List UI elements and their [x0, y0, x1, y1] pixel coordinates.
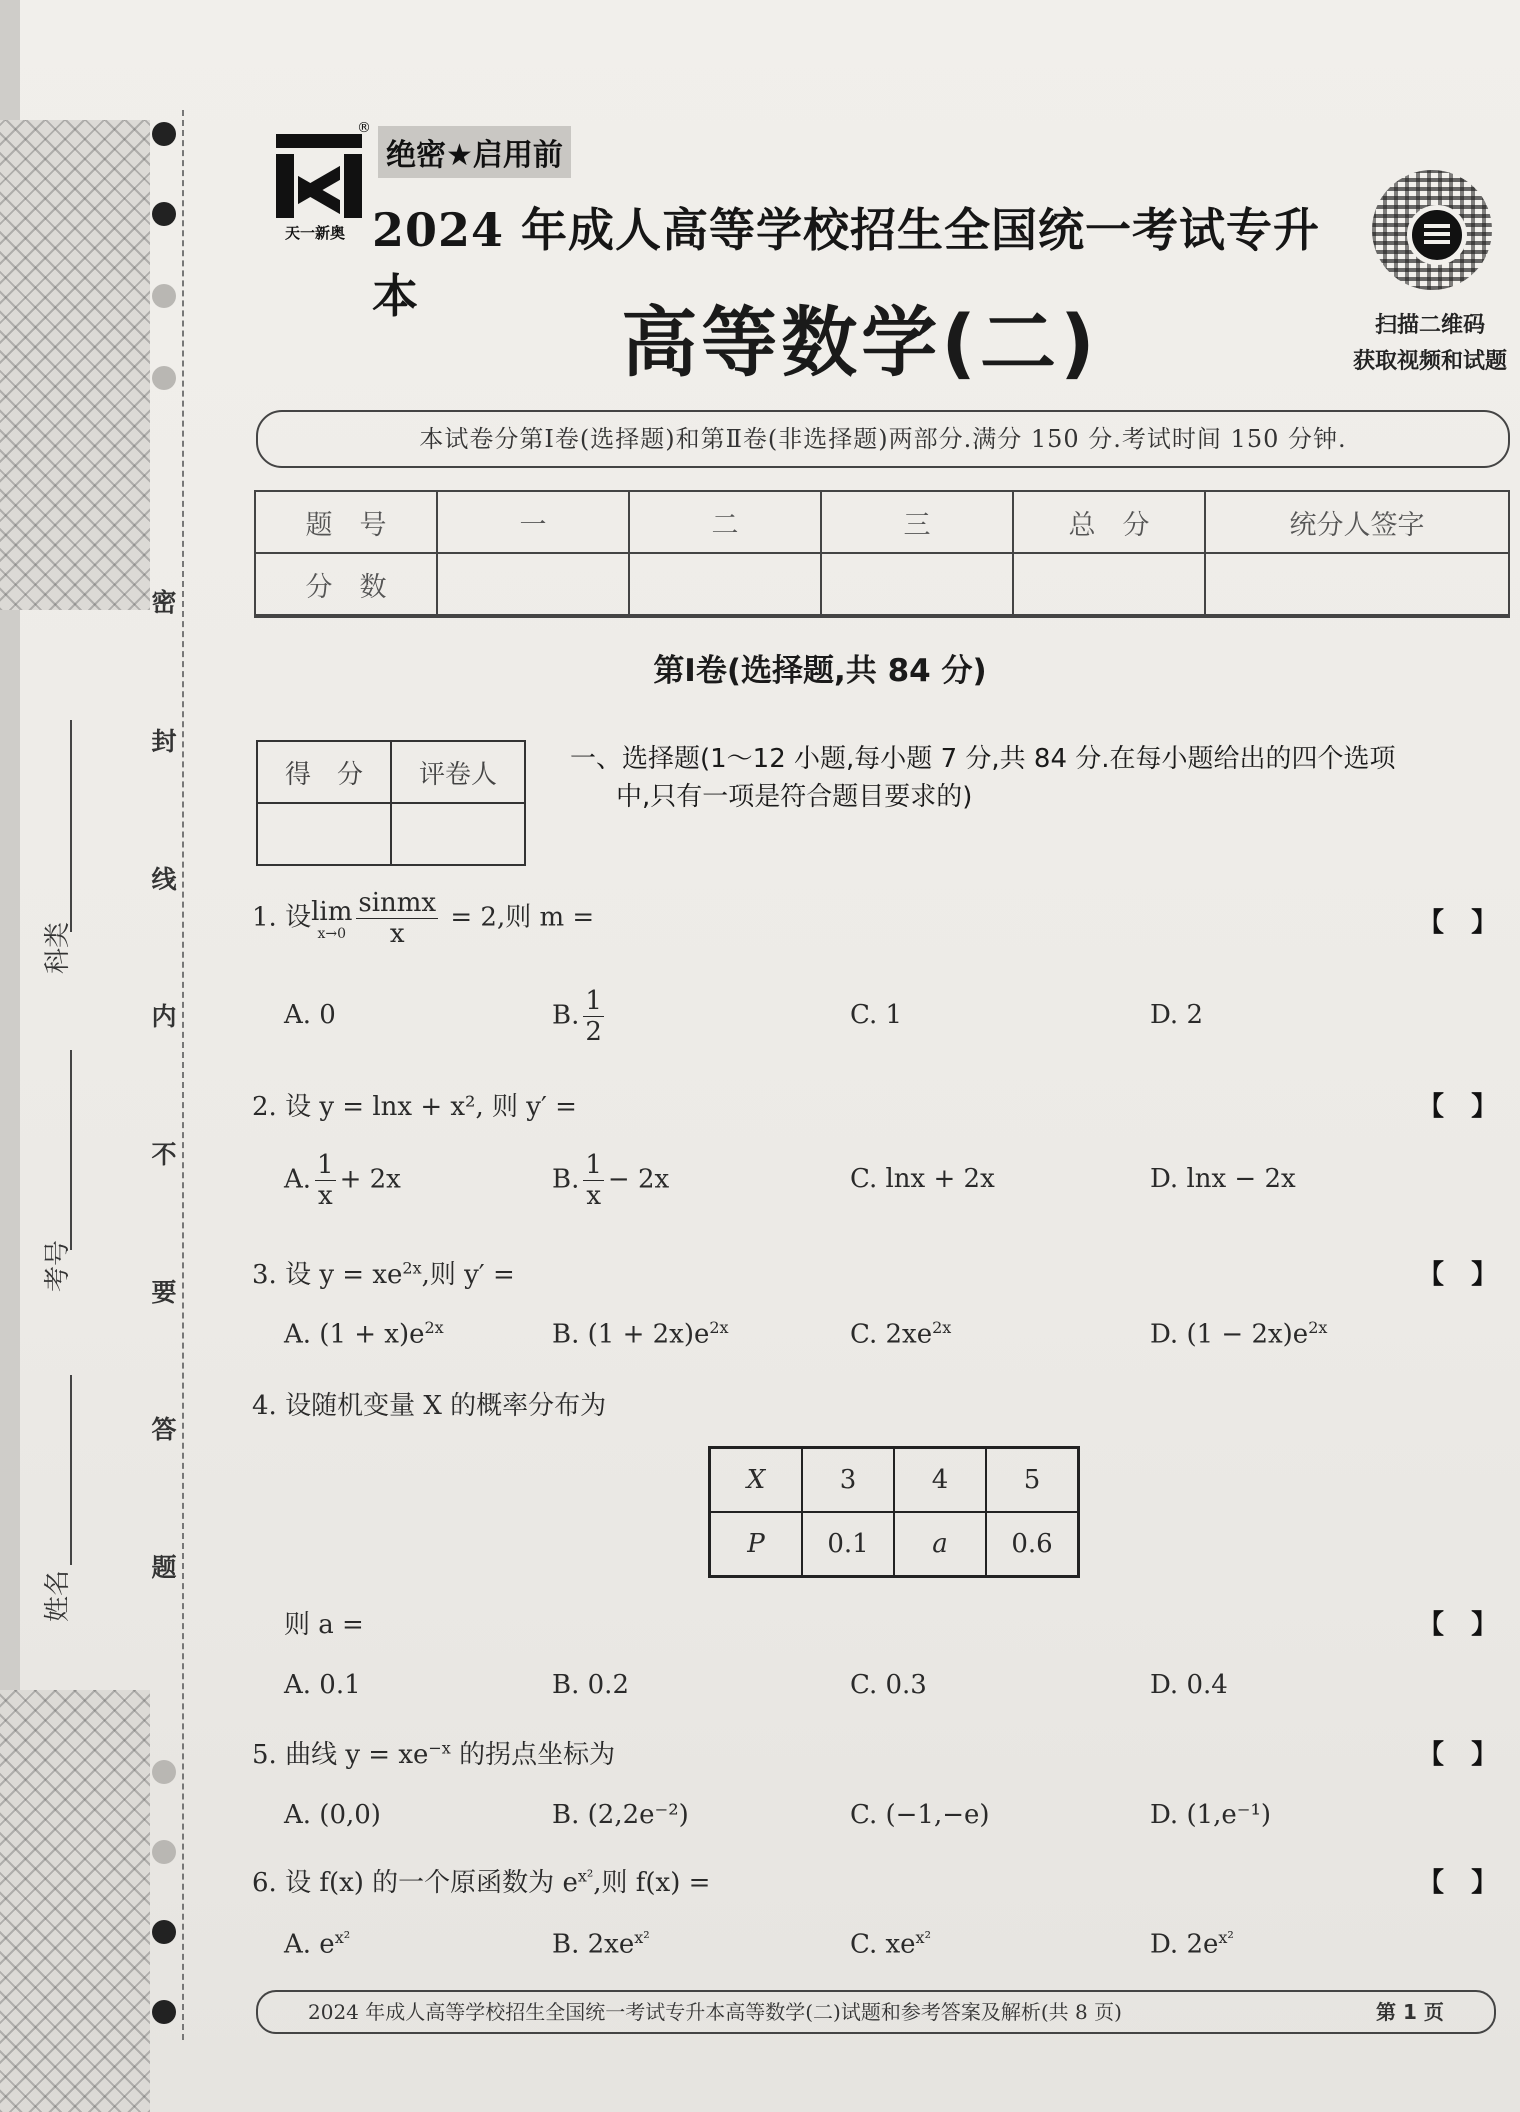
part-one-instructions — [570, 740, 1495, 816]
q2-b-fraction — [583, 1150, 604, 1211]
q4-option-a[interactable]: A. 0.1 — [284, 1670, 361, 1700]
score-cell[interactable] — [1205, 553, 1509, 616]
q2-option-d[interactable]: D. lnx − 2x — [1150, 1164, 1296, 1194]
fraction-numerator: 1 — [585, 986, 602, 1016]
q3-option-c[interactable] — [850, 1318, 951, 1350]
question-4: 4. 设随机变量 X 的概率分布为 — [252, 1391, 607, 1421]
exponent: x² — [915, 1928, 931, 1947]
footer-text: 2024 年成人高等学校招生全国统一考试专升本高等数学(二)试题和参考答案及解析(共 8 页) — [308, 2000, 1122, 2024]
answer-bracket[interactable]: 【 】 — [1418, 1260, 1498, 1290]
binding-hole — [152, 202, 176, 226]
fraction-denominator: x — [317, 1181, 333, 1211]
exam-intro: 本试卷分第Ⅰ卷(选择题)和第Ⅱ卷(非选择题)两部分.满分 150 分.考试时间 150 分钟. — [256, 410, 1510, 468]
binding-hole — [152, 1840, 176, 1864]
section-title: 第Ⅰ卷(选择题,共 84 分) — [653, 653, 987, 689]
score-header-cell: 三 — [821, 491, 1013, 553]
answer-bracket[interactable]: 【 】 — [1418, 1092, 1498, 1122]
exponent: 2x — [1308, 1318, 1328, 1337]
exponent: 2x — [402, 1258, 422, 1278]
dist-cell: 0.1 — [802, 1512, 894, 1577]
q3-option-a[interactable] — [284, 1318, 444, 1350]
q1-suffix: = 2,则 m = — [450, 902, 595, 933]
registered-mark: ® — [357, 120, 371, 136]
fraction-numerator: 1 — [317, 1150, 334, 1180]
question-1 — [252, 888, 594, 949]
seal-char: 不 — [151, 1140, 177, 1169]
q4-ask: 则 a = — [284, 1610, 364, 1640]
seal-char: 要 — [151, 1278, 177, 1307]
answer-bracket[interactable]: 【 】 — [1418, 1610, 1498, 1640]
q5-option-c[interactable]: C. (−1,−e) — [850, 1800, 990, 1830]
option-rest: − 2x — [607, 1164, 670, 1195]
grader-name-cell[interactable] — [391, 803, 525, 865]
q1-prefix: 1. 设 — [252, 902, 312, 933]
dist-header-cell: 4 — [894, 1448, 986, 1513]
seal-char: 线 — [151, 865, 177, 894]
field-label-subject: 科类 — [43, 922, 73, 975]
exponent: 2x — [932, 1318, 952, 1337]
grader-score-label: 得 分 — [257, 741, 391, 803]
option-rest: + 2x — [339, 1164, 401, 1195]
exam-title: 2024 年成人高等学校招生全国统一考试专升本 — [372, 203, 1321, 323]
dist-cell: 0.6 — [986, 1512, 1079, 1577]
q5-text: 5. 曲线 y = xe — [252, 1740, 429, 1770]
margin-hatch-bottom — [0, 1690, 150, 2112]
option-text: C. xe — [850, 1929, 916, 1960]
option-text: B. (1 + 2x)e — [552, 1319, 710, 1350]
field-line-exam-number — [70, 1050, 72, 1250]
q5-text: 的拐点坐标为 — [450, 1740, 616, 1770]
binding-hole — [152, 1760, 176, 1784]
question-3 — [252, 1254, 515, 1291]
question-6 — [252, 1862, 710, 1899]
score-header-cell: 总 分 — [1013, 491, 1205, 553]
q3-text: 3. 设 y = xe — [252, 1260, 403, 1290]
q4-option-d[interactable]: D. 0.4 — [1150, 1670, 1228, 1700]
option-label: A. — [284, 1164, 312, 1195]
qr-caption: 扫描二维码 — [1374, 313, 1485, 338]
fraction-denominator: 2 — [585, 1017, 602, 1047]
option-text: D. 2e — [1150, 1929, 1219, 1960]
secret-label: 绝密★启用前 — [378, 126, 571, 178]
option-text: A. (1 + x)e — [284, 1319, 425, 1350]
binding-hole — [152, 1920, 176, 1944]
fraction-numerator: sinmx — [358, 888, 437, 918]
page-footer — [256, 1990, 1496, 2034]
dist-cell: P — [710, 1512, 803, 1577]
score-cell[interactable] — [437, 553, 629, 616]
binding-hole — [152, 284, 176, 308]
exponent: x² — [577, 1866, 594, 1886]
fraction-numerator: 1 — [585, 1150, 602, 1180]
q6-text: ,则 f(x) = — [593, 1868, 711, 1898]
grader-score-cell[interactable] — [257, 803, 391, 865]
question-5 — [252, 1734, 615, 1771]
score-table — [254, 490, 1510, 618]
dist-cell: a — [894, 1512, 986, 1577]
q5-option-d[interactable]: D. (1,e⁻¹) — [1150, 1800, 1272, 1830]
exponent: 2x — [709, 1318, 729, 1337]
q3-option-b[interactable] — [552, 1318, 729, 1350]
logo-text: 天一新奥 — [284, 224, 345, 242]
q6-option-c[interactable] — [850, 1928, 931, 1960]
field-line-name — [70, 1375, 72, 1565]
option-label: B. — [552, 1000, 580, 1031]
q1-limit — [311, 897, 352, 941]
q1-option-d[interactable]: D. 2 — [1150, 1000, 1203, 1030]
q2-a-fraction — [315, 1150, 336, 1211]
margin-hatch-top — [0, 120, 150, 610]
seal-char: 密 — [151, 588, 177, 617]
field-label-name: 姓名 — [43, 1570, 73, 1623]
q2-option-b[interactable] — [552, 1150, 669, 1211]
answer-bracket[interactable]: 【 】 — [1418, 1868, 1498, 1898]
score-header-cell: 二 — [629, 491, 821, 553]
exponent: x² — [334, 1928, 351, 1947]
q1-option-b[interactable] — [552, 986, 608, 1047]
page-number: 第 1 页 — [1376, 2000, 1444, 2024]
option-text: A. e — [284, 1929, 335, 1960]
binding-dashed-line — [182, 110, 184, 2040]
fraction-denominator: x — [389, 919, 405, 949]
score-cell[interactable] — [821, 553, 1013, 616]
q6-text: 6. 设 f(x) 的一个原函数为 e — [252, 1868, 578, 1898]
q6-option-a[interactable] — [284, 1928, 350, 1960]
subject-title: 高等数学(二) — [621, 298, 1099, 387]
part-one-line: 一、选择题(1～12 小题,每小题 7 分,共 84 分.在每小题给出的四个选项 — [570, 744, 1396, 774]
question-2: 2. 设 y = lnx + x², 则 y′ = — [252, 1092, 577, 1122]
answer-bracket[interactable]: 【 】 — [1418, 908, 1498, 938]
limit-subscript: x→0 — [317, 925, 346, 942]
exponent: x² — [634, 1928, 650, 1947]
q3-option-d[interactable] — [1150, 1318, 1327, 1350]
probability-table — [708, 1446, 1080, 1578]
seal-char: 内 — [151, 1002, 177, 1031]
q6-option-d[interactable] — [1150, 1928, 1234, 1960]
score-cell[interactable] — [1013, 553, 1205, 616]
q1-option-c[interactable]: C. 1 — [850, 1000, 903, 1030]
option-text: B. 2xe — [552, 1929, 635, 1960]
part-one-line: 中,只有一项是符合题目要求的) — [616, 782, 973, 812]
q5-option-b[interactable]: B. (2,2e⁻²) — [552, 1800, 689, 1830]
q4-option-c[interactable]: C. 0.3 — [850, 1670, 927, 1700]
exponent: −x — [428, 1738, 451, 1758]
score-header-cell: 一 — [437, 491, 629, 553]
q5-option-a[interactable]: A. (0,0) — [284, 1800, 381, 1830]
seal-char: 封 — [151, 727, 177, 756]
grader-label: 评卷人 — [391, 741, 525, 803]
score-row-label: 分 数 — [255, 553, 437, 616]
field-label-exam-number: 考号 — [43, 1240, 73, 1293]
q1-b-fraction — [583, 986, 604, 1047]
exponent: 2x — [424, 1318, 444, 1337]
q6-option-b[interactable] — [552, 1928, 650, 1960]
q1-option-a[interactable]: A. 0 — [284, 1000, 336, 1030]
exponent: x² — [1218, 1928, 1234, 1947]
field-line-subject — [70, 720, 72, 932]
fraction-denominator: x — [586, 1181, 601, 1211]
binding-hole — [152, 122, 176, 146]
qr-logo — [1407, 205, 1467, 265]
qr-caption: 获取视频和试题 — [1352, 349, 1507, 374]
option-text: C. 2xe — [850, 1319, 933, 1350]
option-label: B. — [552, 1164, 580, 1195]
score-cell[interactable] — [629, 553, 821, 616]
dist-header-cell: X — [710, 1448, 803, 1513]
binding-hole — [152, 366, 176, 390]
q2-option-a[interactable] — [284, 1150, 401, 1211]
q1-fraction — [356, 888, 438, 949]
q4-option-b[interactable]: B. 0.2 — [552, 1670, 629, 1700]
score-header-cell: 题 号 — [255, 491, 437, 553]
binding-hole — [152, 2000, 176, 2024]
limit-symbol: lim — [311, 896, 353, 927]
dist-header-cell: 5 — [986, 1448, 1079, 1513]
q2-option-c[interactable]: C. lnx + 2x — [850, 1164, 995, 1194]
grader-table — [256, 740, 526, 866]
score-header-cell: 统分人签字 — [1205, 491, 1509, 553]
seal-char: 答 — [151, 1415, 177, 1444]
dist-header-cell: 3 — [802, 1448, 894, 1513]
answer-bracket[interactable]: 【 】 — [1418, 1740, 1498, 1770]
seal-char: 题 — [151, 1553, 177, 1582]
q3-text: ,则 y′ = — [421, 1260, 515, 1290]
option-text: D. (1 − 2x)e — [1150, 1319, 1309, 1350]
